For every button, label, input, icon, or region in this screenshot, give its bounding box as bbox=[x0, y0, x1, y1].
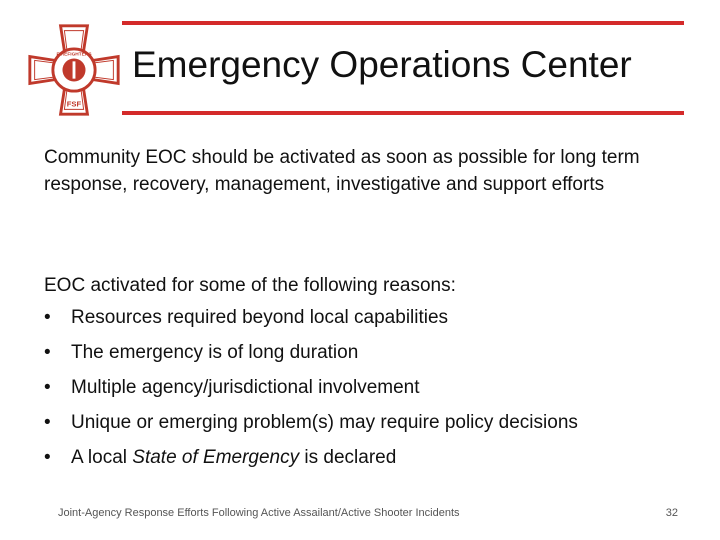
title-rule-bottom bbox=[122, 111, 684, 115]
list-item bbox=[44, 339, 694, 374]
title-rule-top bbox=[122, 21, 684, 25]
list-item-text: Multiple agency/jurisdictional involvement bbox=[71, 377, 420, 398]
logo-center-bar bbox=[73, 61, 76, 78]
bullet-icon: • bbox=[44, 447, 51, 468]
list-item bbox=[44, 304, 694, 339]
bullet-icon: • bbox=[44, 412, 51, 433]
logo-top-text: FIREFIGHTERS bbox=[56, 52, 92, 58]
reasons-heading: EOC activated for some of the following reasons: bbox=[44, 275, 456, 296]
list-item bbox=[44, 374, 694, 409]
logo-bottom-text: FSF bbox=[66, 99, 82, 109]
fire-service-logo bbox=[26, 22, 122, 118]
list-item-text: Unique or emerging problem(s) may require policy decisions bbox=[71, 412, 578, 433]
list-item bbox=[44, 409, 694, 444]
list-item-suffix: is declared bbox=[299, 447, 397, 468]
bullet-icon: • bbox=[44, 342, 51, 363]
bullet-icon: • bbox=[44, 307, 51, 328]
intro-paragraph: Community EOC should be activated as soon as possible for long term response, recovery, management, investigative and support efforts bbox=[44, 147, 640, 195]
list-item-text: The emergency is of long duration bbox=[71, 342, 359, 363]
list-item-prefix: A local bbox=[71, 447, 133, 468]
reasons-list bbox=[44, 304, 694, 479]
list-item bbox=[44, 444, 694, 479]
list-item-text: Resources required beyond local capabilities bbox=[71, 307, 449, 328]
page-number: 32 bbox=[665, 507, 678, 519]
list-item-text bbox=[71, 447, 396, 468]
footer-text: Joint-Agency Response Efforts Following Active Assailant/Active Shooter Incidents bbox=[58, 507, 460, 519]
state-of-emergency-emphasis: State of Emergency bbox=[132, 447, 300, 468]
slide-title: Emergency Operations Center bbox=[132, 44, 632, 85]
bullet-icon: • bbox=[44, 377, 51, 398]
